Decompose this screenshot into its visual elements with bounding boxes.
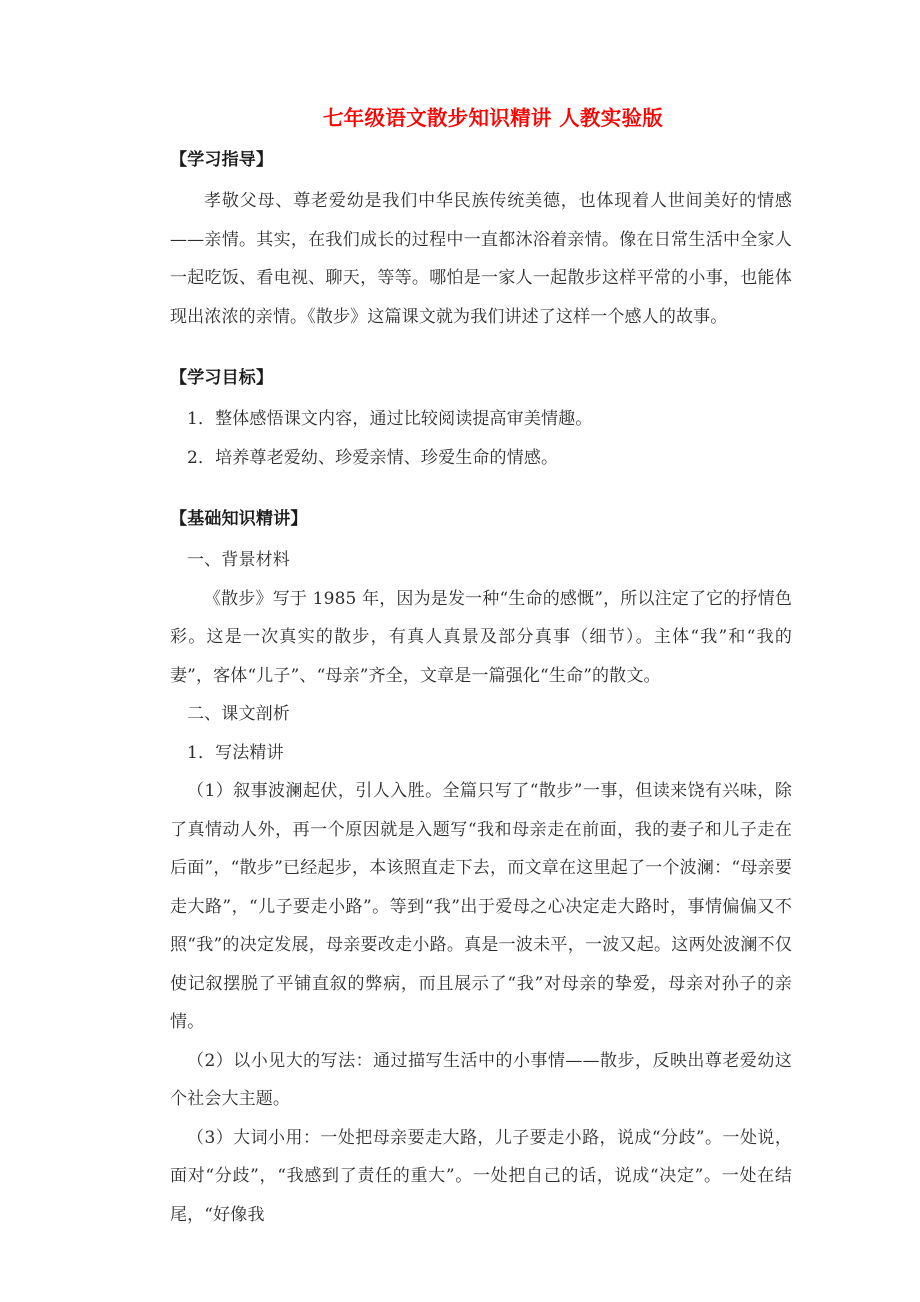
spacer: [130, 132, 790, 148]
page-title: 七年级语文散步知识精讲 人教实验版: [322, 106, 664, 130]
subsection-heading-text-analysis: 二、课文剖析: [187, 704, 290, 724]
section-heading-study-guide: 【学习指导】: [170, 150, 274, 170]
spacer: [130, 336, 790, 366]
spacer: [130, 531, 790, 541]
section-heading-objectives: 【学习目标】: [170, 368, 274, 388]
paragraph-background: 《散步》写于 1985 年，因为是发一种“生命的感慨”，所以注定了它的抒情色彩。这是一次真实的散步，有真人真景及部分真事（细节）。主体“我”和“我的妻”，客体“儿子”、“母亲”齐全，文章是一篇强化“生命”的散文。: [170, 588, 792, 686]
subsection-heading-writing-techniques: 1．写法精讲: [187, 742, 284, 763]
point-item-1: （1）叙事波澜起伏，引人入胜。全篇只写了“散步”一事，但读来饶有兴味，除了真情动人外，再一个原因就是入题写“我和母亲走在前面，我的妻子和儿子走在后面”，“散步”已经起步，本该照直走下去，而文章在这里起了一个波澜：“母亲要走大路”，“儿子要走小路”。等到“我”出于爱母之心决定走大路时，事情偏偏又不照“我”的决定发展，母亲要改走小路。真是一波未平，一波又起。这两处波澜不仅使记叙摆脱了平铺直叙的弊病，而且展示了“我”对母亲的挚爱，母亲对孙子的亲情。: [170, 781, 792, 1032]
spacer: [130, 172, 790, 182]
section-heading-basics: 【基础知识精讲】: [170, 509, 308, 529]
spacer: [130, 477, 790, 507]
spacer: [130, 390, 790, 400]
objective-item-1: 1．整体感悟课文内容，通过比较阅读提高审美情趣。: [187, 409, 593, 429]
document-content: [130, 0, 790, 1234]
point-item-2: （2）以小见大的写法：通过描写生活中的小事情——散步，反映出尊老爱幼这个社会大主题。: [170, 1050, 792, 1109]
objective-item-2: 2．培养尊老爱幼、珍爱亲情、珍爱生命的情感。: [187, 447, 559, 468]
point-item-3: （3）大词小用：一处把母亲要走大路，儿子要走小路，说成“分歧”。一处说，面对“分歧”，“我感到了责任的重大”。一处把自己的话，说成“决定”。一处在结尾，“好像我: [170, 1127, 792, 1225]
paragraph-study-guide: 孝敬父母、尊老爱幼是我们中华民族传统美德，也体现着人世间美好的情感——亲情。其实，在我们成长的过程中一直都沐浴着亲情。像在日常生活中全家人一起吃饭、看电视、聊天，等等。哪怕是一家人一起散步这样平常的小事，也能体现出浓浓的亲情。《散步》这篇课文就为我们讲述了这样一个感人的故事。: [170, 191, 792, 327]
subsection-heading-background: 一、背景材料: [187, 550, 290, 570]
